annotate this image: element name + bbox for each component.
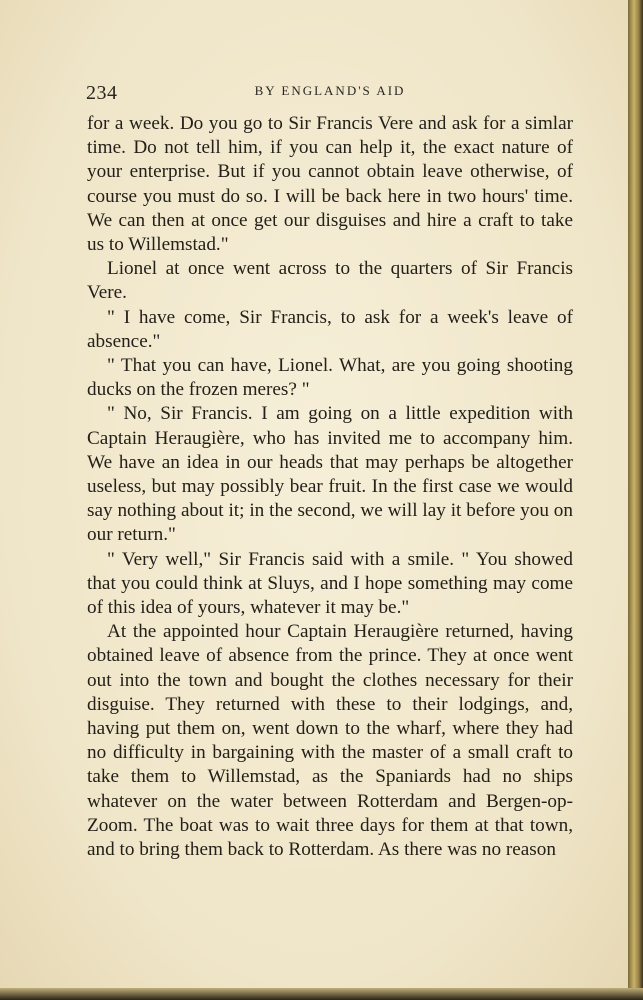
paragraph: Lionel at once went across to the quarters of Sir Francis Vere. xyxy=(87,258,573,304)
page-number: 234 xyxy=(86,82,118,104)
paragraph: " I have come, Sir Francis, to ask for a week's leave of absence." xyxy=(87,306,573,352)
page-edge xyxy=(628,0,643,1000)
body-text xyxy=(87,112,573,862)
running-head: BY ENGLAND'S AID xyxy=(254,83,406,98)
paragraph: At the appointed hour Captain Heraugière returned, having obtained leave of absence from the prince. They at once went out into the town and bought the clothes necessary for their disguise. They returned with these to their lodgings, and, having put them on, went down to the wharf, where they had no difficulty in bargaining with the master of a small craft to take them to Willemstad, as the Spaniards had no ships whatever on the water between Rotterdam and Bergen-op-Zoom. The boat was to wait three days for them at that town, and to bring them back to Rotterdam. As there was no reason xyxy=(87,621,573,861)
paragraph: for a week. Do you go to Sir Francis Vere and ask for a simlar time. Do not tell him, if you can help it, the exact nature of your enterprise. But if you cannot obtain leave otherwise, of course you must do so. I will be back here in two hours' time. We can then at once get our disguises and hire a craft to take us to Willemstad." xyxy=(87,113,573,256)
paragraph: " Very well," Sir Francis said with a smile. " You showed that you could think at Sluys, and I hope something may come of this idea of yours, whatever it may be." xyxy=(87,548,573,619)
bottom-edge xyxy=(0,988,643,1000)
paragraph: " That you can have, Lionel. What, are you going shooting ducks on the frozen meres? " xyxy=(87,355,573,401)
paragraph: " No, Sir Francis. I am going on a little expedition with Captain Heraugière, who has invited me to accompany him. We have an idea in our heads that may perhaps be altogether useless, but may possibly bear fruit. In the first case we would say nothing about it; in the second, we will lay it before you on our return." xyxy=(87,403,573,546)
